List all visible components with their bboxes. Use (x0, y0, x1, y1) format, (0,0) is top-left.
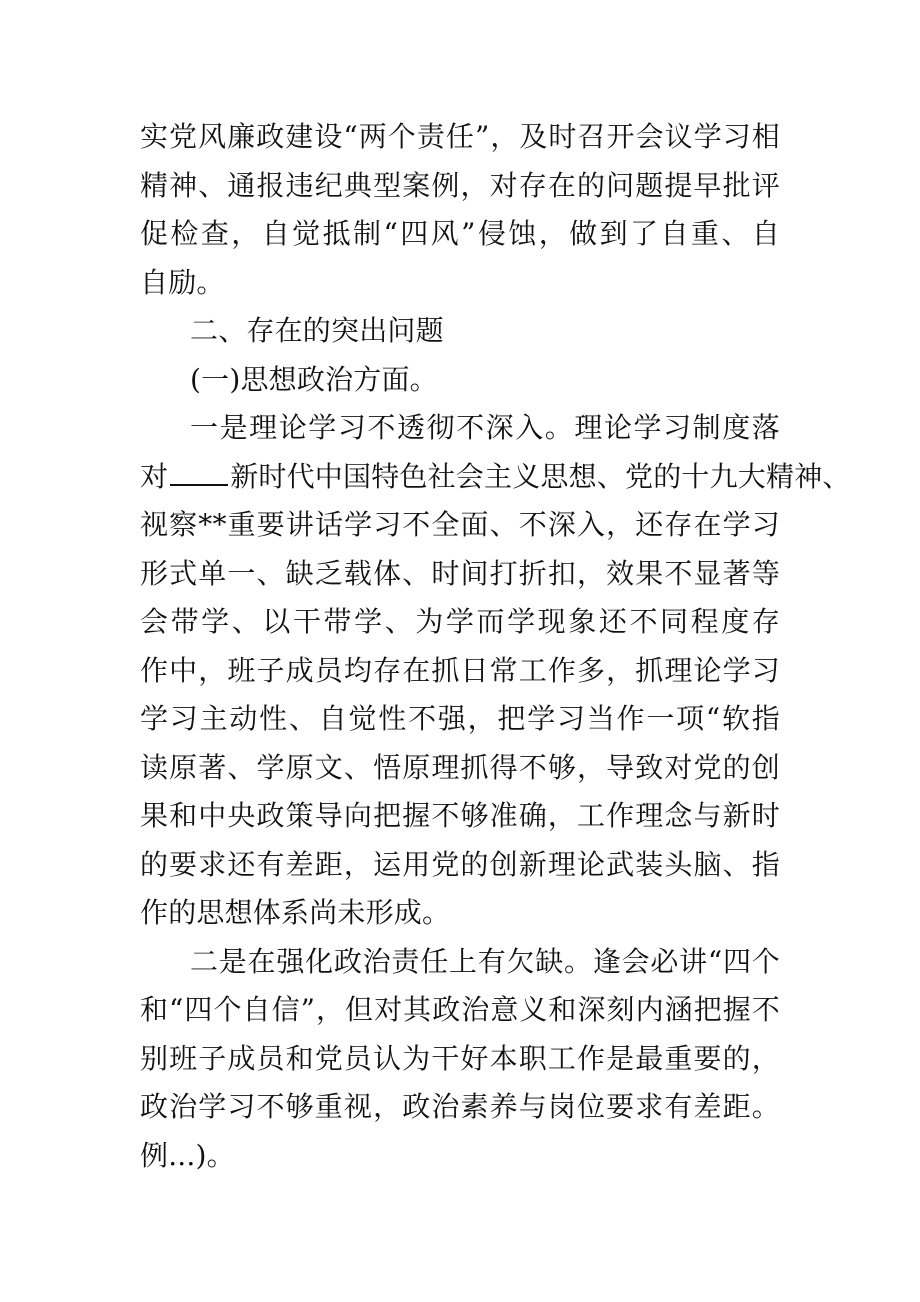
text-line: 一是理论学习不透彻不深入。理论学习制度落 (190, 411, 780, 444)
text-line: 促检查，自觉抵制“四风”侵蚀，做到了自重、自 (140, 217, 780, 250)
section-heading: 二、存在的突出问题 (190, 314, 444, 347)
text-line: 果和中央政策导向把握不够准确，工作理念与新时 (140, 799, 780, 832)
document-body (140, 113, 851, 1180)
text-line: 实党风廉政建设“两个责任”，及时召开会议学习相 (140, 120, 780, 153)
text-line: 作中，班子成员均存在抓日常工作多，抓理论学习 (140, 653, 780, 687)
text-fragment: 新时代中国特色社会主义思想、党的十九大精神、 (230, 459, 851, 493)
text-line: 视察**重要讲话学习不全面、不深入，还存在学习 (140, 508, 780, 541)
text-line: 例...)。 (140, 1138, 235, 1172)
text-line: 二是在强化政治责任上有欠缺。逢会必讲“四个 (190, 944, 780, 978)
text-line: 形式单一、缺乏载体、时间打折扣，效果不显著等 (140, 556, 780, 590)
text-line: 读原著、学原文、悟原理抓得不够，导致对党的创 (140, 750, 780, 784)
text-line: 自励。 (140, 265, 225, 299)
text-line: 政治学习不够重视，政治素养与岗位要求有差距。 (140, 1090, 780, 1123)
text-line: 和“四个自信”，但对其政治意义和深刻内涵把握不 (140, 993, 780, 1026)
text-line: 学习主动性、自觉性不强，把学习当作一项“软指 (140, 702, 780, 735)
text-line: 别班子成员和党员认为干好本职工作是最重要的， (140, 1041, 780, 1075)
blank-underline (170, 458, 228, 486)
text-fragment: 对 (140, 459, 169, 493)
text-line: 作的思想体系尚未形成。 (140, 896, 451, 929)
text-line: 的要求还有差距，运用党的创新理论武装头脑、指 (140, 847, 780, 881)
text-line-with-blank (140, 453, 851, 502)
text-line: 会带学、以干带学、为学而学现象还不同程度存 (140, 605, 780, 638)
text-line: 精神、通报违纪典型案例，对存在的问题提早批评 (140, 168, 780, 202)
subsection-heading: (一)思想政治方面。 (190, 362, 438, 396)
